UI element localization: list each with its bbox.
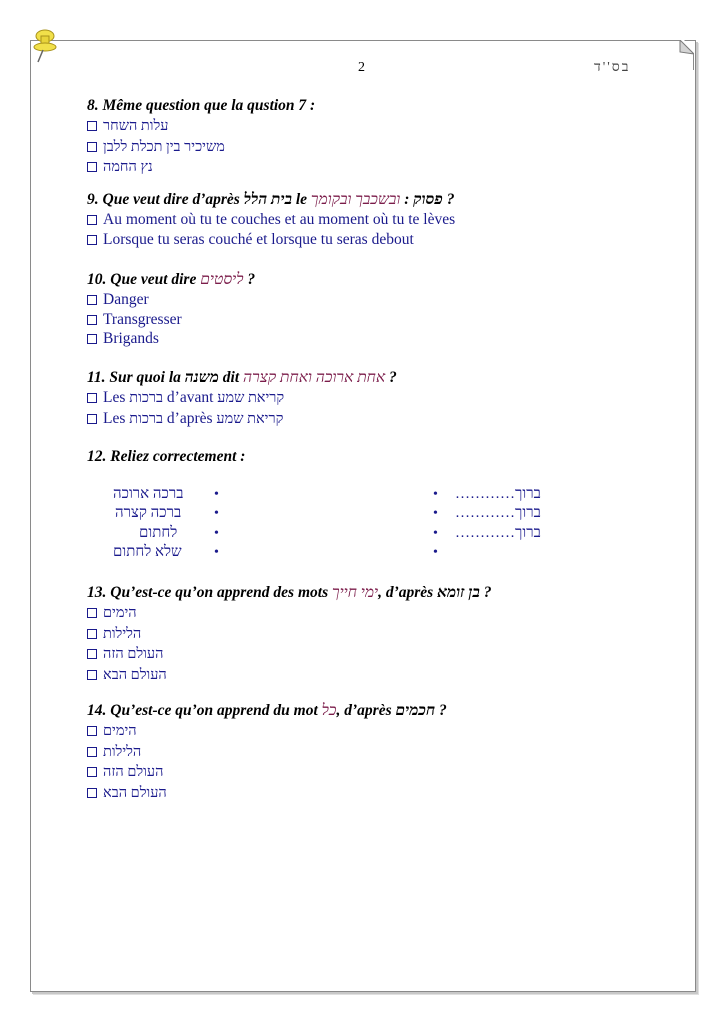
checkbox-icon[interactable] [87, 608, 97, 618]
checkbox-icon[interactable] [87, 235, 97, 245]
checkbox-icon[interactable] [87, 121, 97, 131]
question-14 [87, 701, 647, 803]
checkbox-icon[interactable] [87, 788, 97, 798]
match-right-item[interactable]: …………ברוך [455, 525, 541, 541]
page-number: 2 [358, 60, 365, 75]
bullet-point[interactable]: • [433, 526, 438, 541]
option[interactable]: העולם הזה [87, 644, 647, 665]
match-right-item[interactable]: …………ברוך [455, 505, 541, 521]
option[interactable]: הלילות [87, 624, 647, 645]
option[interactable]: הלילות [87, 742, 647, 763]
option[interactable]: עלות השחר [87, 116, 647, 137]
option[interactable]: Lorsque tu seras couché et lorsque tu seras debout [87, 230, 647, 250]
match-right-item[interactable]: …………ברוך [455, 486, 541, 502]
page-fold-icon [656, 40, 694, 70]
checkbox-icon[interactable] [87, 649, 97, 659]
option[interactable]: משיכיר בין תכלת ללבן [87, 137, 647, 158]
checkbox-icon[interactable] [87, 142, 97, 152]
bullet-point[interactable]: • [214, 526, 219, 541]
option[interactable]: העולם הבא [87, 783, 647, 804]
question-10-title: 10. Que veut dire ליסטים ? [87, 271, 256, 288]
checkbox-icon[interactable] [87, 747, 97, 757]
checkbox-icon[interactable] [87, 295, 97, 305]
checkbox-icon[interactable] [87, 670, 97, 680]
question-11-title: 11. Sur quoi la משנה dit אחת ארוכה ואחת קצרה ? [87, 369, 397, 386]
option[interactable]: Transgresser [87, 310, 647, 330]
option[interactable]: Danger [87, 290, 647, 310]
bullet-point[interactable]: • [214, 545, 219, 560]
option[interactable]: Les ברכות d’après קריאת שמע [87, 409, 647, 430]
bullet-point[interactable]: • [433, 506, 438, 521]
bullet-point[interactable]: • [433, 545, 438, 560]
checkbox-icon[interactable] [87, 215, 97, 225]
bullet-point[interactable]: • [214, 487, 219, 502]
match-left-item[interactable]: ברכה קצרה [115, 505, 182, 521]
checkbox-icon[interactable] [87, 393, 97, 403]
option[interactable]: Les ברכות d’avant קריאת שמע [87, 388, 647, 409]
question-12 [87, 447, 647, 467]
option[interactable]: הימים [87, 603, 647, 624]
question-11 [87, 368, 647, 429]
option[interactable]: העולם הזה [87, 762, 647, 783]
option[interactable]: העולם הבא [87, 665, 647, 686]
checkbox-icon[interactable] [87, 414, 97, 424]
bullet-point[interactable]: • [433, 487, 438, 502]
question-14-title: 14. Qu’est-ce qu’on apprend du mot כל, d’après חכמים ? [87, 702, 447, 719]
question-13 [87, 583, 647, 685]
checkbox-icon[interactable] [87, 629, 97, 639]
question-9-title: 9. Que veut dire d’après בית הלל le פסוק : ובשכבך ובקומך ? [87, 191, 455, 208]
option[interactable]: נץ החמה [87, 157, 647, 178]
question-8-title: 8. Même question que la qustion 7 : [87, 97, 316, 114]
checkbox-icon[interactable] [87, 767, 97, 777]
question-8 [87, 96, 647, 178]
header-hebrew-mark: בס''ד [594, 60, 631, 75]
pushpin-icon [28, 26, 64, 66]
option[interactable]: Brigands [87, 329, 647, 349]
match-left-item[interactable]: ברכה ארוכה [113, 486, 184, 502]
question-13-title: 13. Qu’est-ce qu’on apprend des mots ימי חייך, d’après בן זומא ? [87, 584, 492, 601]
option[interactable]: Au moment où tu te couches et au moment où tu te lèves [87, 210, 647, 230]
bullet-point[interactable]: • [214, 506, 219, 521]
option[interactable]: הימים [87, 721, 647, 742]
question-12-title: 12. Reliez correctement : [87, 448, 246, 465]
checkbox-icon[interactable] [87, 315, 97, 325]
question-10 [87, 270, 647, 349]
checkbox-icon[interactable] [87, 162, 97, 172]
checkbox-icon[interactable] [87, 726, 97, 736]
match-left-item[interactable]: שלא לחתום [113, 544, 182, 560]
match-left-item[interactable]: לחתום [139, 525, 178, 541]
question-9 [87, 190, 647, 249]
checkbox-icon[interactable] [87, 334, 97, 344]
